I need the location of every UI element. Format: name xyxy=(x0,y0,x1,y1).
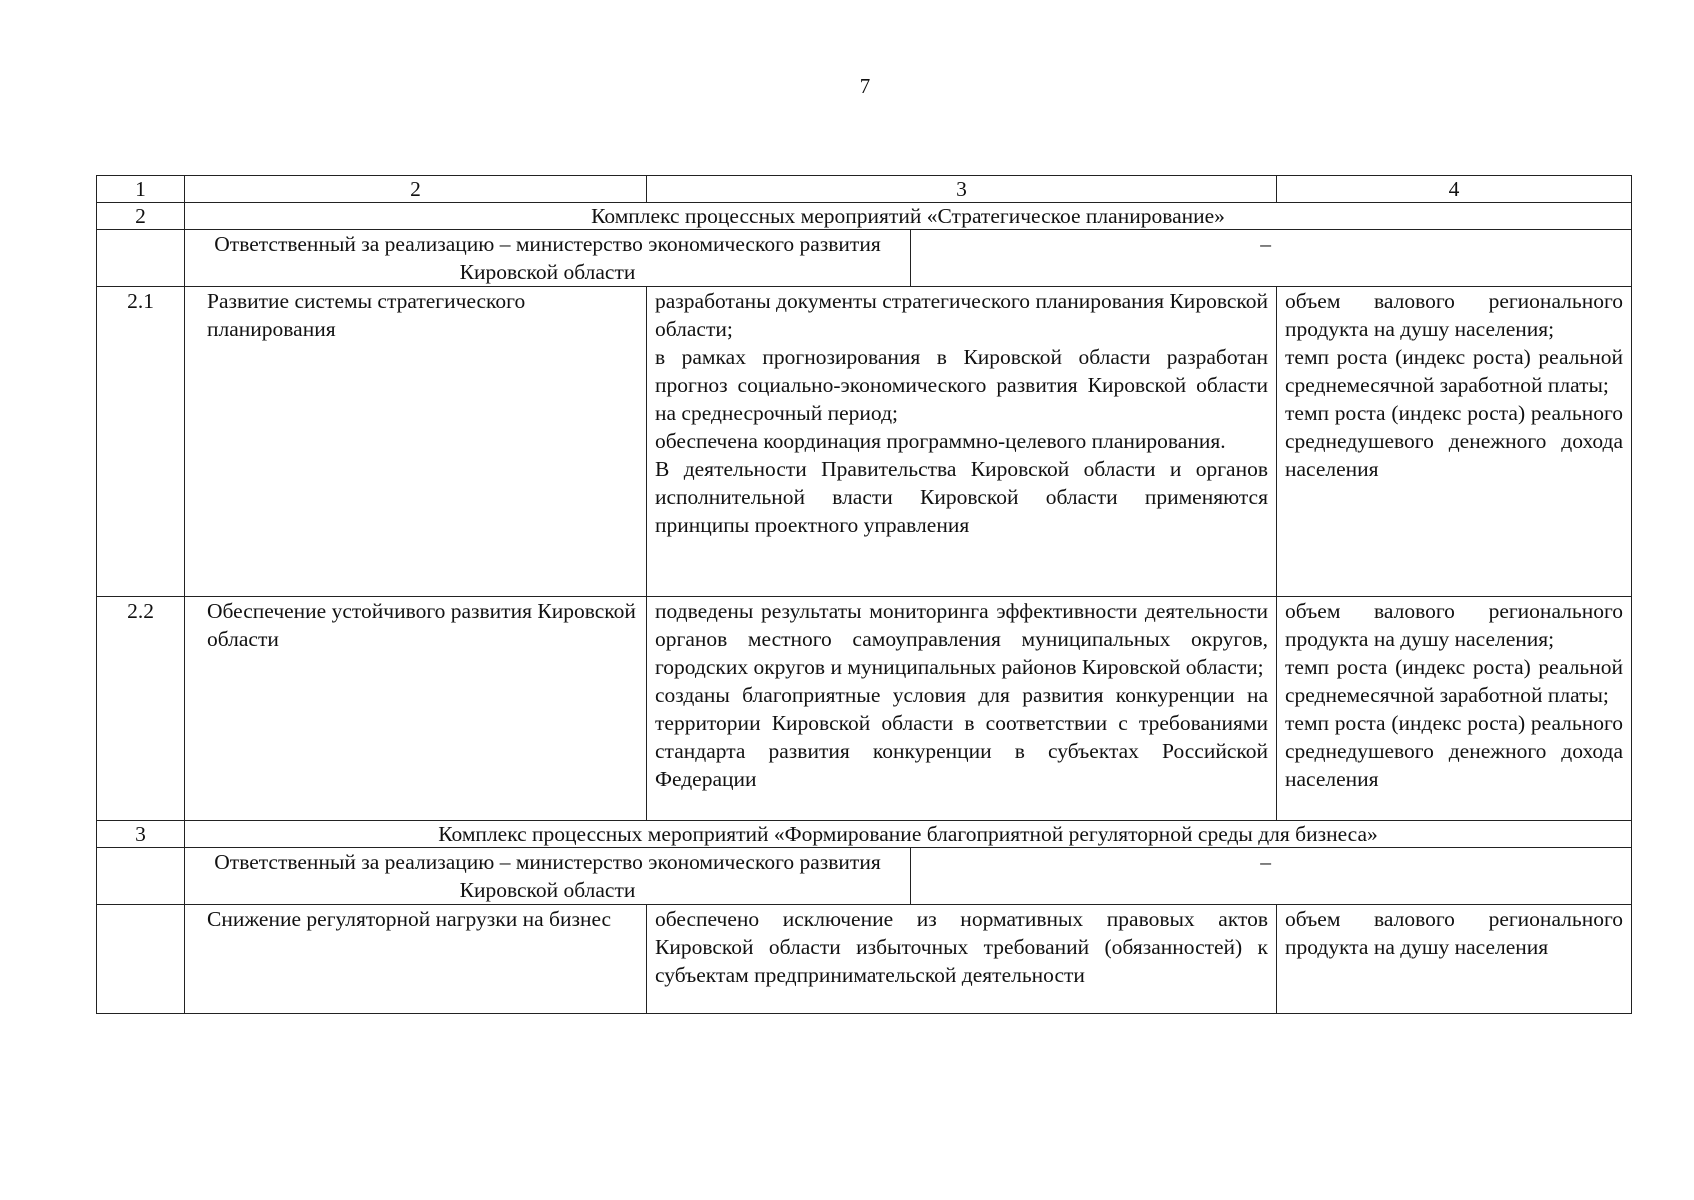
responsible-row xyxy=(97,230,1632,287)
indicator-item: объем валового регионального продукта на душу населения xyxy=(1285,907,1623,959)
column-number-header-row xyxy=(97,176,1632,203)
indicator-item: темп роста (индекс роста) реальной среднемесячной заработной платы; xyxy=(1285,655,1623,707)
responsible-cell xyxy=(185,848,1632,905)
section-title: Комплекс процессных мероприятий «Формирование благоприятной регуляторной среды для бизнеса» xyxy=(185,821,1632,848)
result-item: В деятельности Правительства Кировской области и органов исполнительной власти Кировской области применяются принципы проектного управления xyxy=(655,457,1268,537)
row-number: 2.1 xyxy=(97,287,185,597)
responsible-value: – xyxy=(1260,232,1271,256)
result-item: обеспечено исключение из нормативных правовых актов Кировской области избыточных требований (обязанностей) к субъектам предпринимательской деятельности xyxy=(655,907,1268,987)
result-item: созданы благоприятные условия для развития конкуренции на территории Кировской области в соответствии с требованиями стандарта развития конкуренции в субъектах Российской Федерации xyxy=(655,683,1268,791)
responsible-value: – xyxy=(1260,850,1271,874)
responsible-row xyxy=(97,848,1632,905)
responsible-text: Ответственный за реализацию – министерство экономического развития Кировской области xyxy=(185,848,911,904)
measures-table xyxy=(96,175,1632,1014)
indicator-item: темп роста (индекс роста) реальной среднемесячной заработной платы; xyxy=(1285,345,1623,397)
indicator-item: объем валового регионального продукта на душу населения; xyxy=(1285,599,1623,651)
result-item: в рамках прогнозирования в Кировской области разработан прогноз социально-экономического развития Кировской области на среднесрочный период; xyxy=(655,345,1268,425)
measure-name: Обеспечение устойчивого развития Кировской области xyxy=(185,597,647,821)
indicator-item: объем валового регионального продукта на душу населения; xyxy=(1285,289,1623,341)
measure-results xyxy=(647,597,1277,821)
table-row xyxy=(97,597,1632,821)
result-item: обеспечена координация программно-целевого планирования. xyxy=(655,429,1226,453)
section-number: 2 xyxy=(97,203,185,230)
row-number: 2.2 xyxy=(97,597,185,821)
indicator-item: темп роста (индекс роста) реального среднедушевого денежного дохода населения xyxy=(1285,711,1623,791)
measure-name: Развитие системы стратегического планирования xyxy=(185,287,647,597)
measure-indicators xyxy=(1277,905,1632,1014)
section-row xyxy=(97,203,1632,230)
indicator-item: темп роста (индекс роста) реального среднедушевого денежного дохода населения xyxy=(1285,401,1623,481)
measure-results xyxy=(647,287,1277,597)
header-col-3: 3 xyxy=(647,176,1277,203)
row-number xyxy=(97,905,185,1014)
result-item: подведены результаты мониторинга эффективности деятельности органов местного самоуправления муниципальных округов, городских округов и муниципальных районов Кировской области; xyxy=(655,599,1268,679)
header-col-2: 2 xyxy=(185,176,647,203)
section-title: Комплекс процессных мероприятий «Стратегическое планирование» xyxy=(185,203,1632,230)
measure-indicators xyxy=(1277,597,1632,821)
measure-results xyxy=(647,905,1277,1014)
measure-name: Снижение регуляторной нагрузки на бизнес xyxy=(185,905,647,1014)
result-item: разработаны документы стратегического планирования Кировской области; xyxy=(655,289,1268,341)
responsible-cell xyxy=(185,230,1632,287)
responsible-number-cell xyxy=(97,848,185,905)
header-col-4: 4 xyxy=(1277,176,1632,203)
section-row xyxy=(97,821,1632,848)
section-number: 3 xyxy=(97,821,185,848)
table-row xyxy=(97,905,1632,1014)
responsible-text: Ответственный за реализацию – министерство экономического развития Кировской области xyxy=(185,230,911,286)
header-col-1: 1 xyxy=(97,176,185,203)
measure-indicators xyxy=(1277,287,1632,597)
page-number: 7 xyxy=(859,74,871,98)
responsible-number-cell xyxy=(97,230,185,287)
table-row xyxy=(97,287,1632,597)
